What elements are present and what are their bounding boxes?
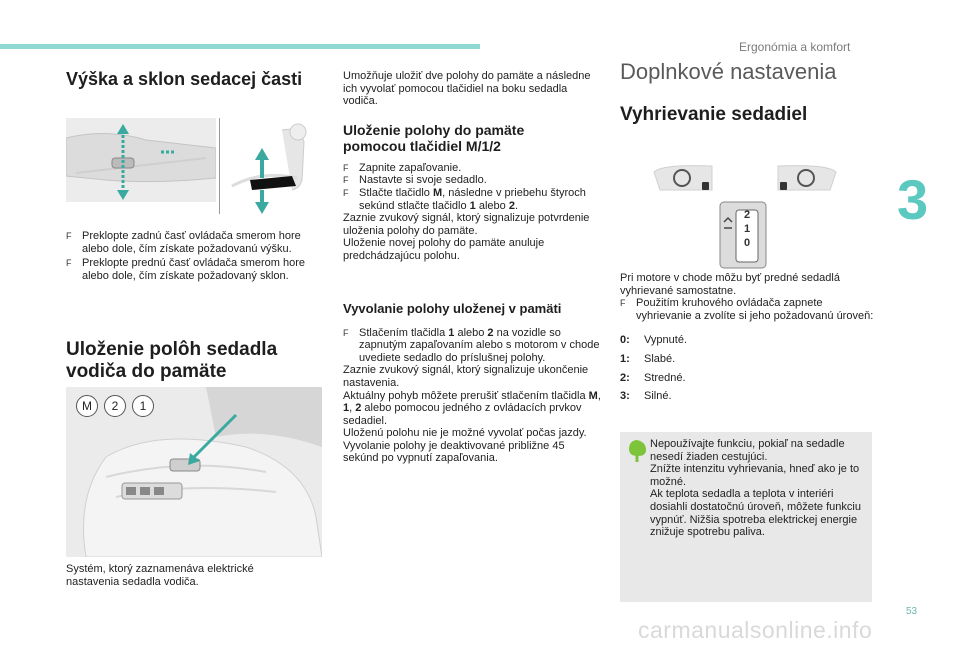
level-label: Slabé. [644, 352, 676, 365]
text-run-bold: M [432, 186, 443, 199]
seat-tilt-illustration [222, 120, 322, 214]
seat-heating-illustration [652, 160, 838, 270]
memory-title [66, 339, 328, 383]
text-run: na vozidle so zapnutým zapaľovaním alebo s motorom v chode uvediete sedadlo do príslušnej polohy. [359, 326, 600, 364]
save-steps [343, 162, 601, 212]
bullet-icon: F [343, 187, 349, 198]
watermark: carmanualsonline.info [638, 617, 873, 643]
text-run: Stlačením tlačidla [359, 326, 449, 339]
bullet-item [343, 174, 601, 187]
text-run: . [514, 199, 519, 212]
save-title-line2: pomocou tlačidiel M/1/2 [343, 137, 501, 154]
dial-label: 2 [743, 209, 751, 221]
level-label: Silné. [644, 390, 672, 403]
level-key: 1: [620, 352, 630, 365]
column-2 [343, 70, 601, 465]
save-para1: Zaznie zvukový signál, ktorý signalizuje potvrdenie uloženia polohy do pamäte. [343, 212, 590, 237]
level-key: 2: [620, 371, 630, 384]
bullet-icon: F [66, 231, 72, 241]
bullet-icon: F [343, 327, 349, 338]
seat-control-illustration [66, 118, 216, 202]
text-run-bold: 1 [343, 402, 350, 415]
text-run-bold: 1 [469, 199, 476, 212]
memory-section [66, 339, 328, 383]
text-run: alebo pomocou jedného z ovládacích prvkov sedadiel. [343, 402, 582, 427]
save-para2: Uloženie novej polohy do pamäte anuluje predchádzajúcu polohu. [343, 237, 545, 262]
seat-height-title: Výška a sklon sedacej časti [66, 69, 303, 89]
heating-text [620, 272, 874, 409]
memory-intro: Umožňuje uložiť dve polohy do pamäte a následne ich vyvolať pomocou tlačidiel na boku sedadla vodiča. [343, 70, 591, 108]
text-run: alebo [454, 326, 488, 339]
bullet-icon: F [66, 258, 72, 269]
page-number: 53 [906, 606, 918, 617]
eco-leaf-icon [626, 438, 648, 462]
bullet-item [343, 162, 601, 175]
note-line: Ak teplota sedadla a teplota v interiéri dosiahli dostatočnú úroveň, môžete funkciu vypnúť. Nižšia spotreba elektrickej energie znižuje spotrebu paliva. [650, 488, 861, 539]
bullet-text: Preklopte prednú časť ovládača smerom hore alebo dole, čím získate požadovaný sklon. [82, 257, 306, 282]
memory-title-line2: vodiča do pamäte [66, 361, 227, 382]
recall-para1: Zaznie zvukový signál, ktorý signalizuje ukončenie nastavenia. [343, 364, 589, 389]
dial-label: 1 [743, 223, 751, 235]
seat-control-drawing [66, 118, 216, 202]
recall-para3: Uloženú polohu nie je možné vyvolať počas jazdy. [343, 427, 587, 440]
text-run: alebo [475, 199, 509, 212]
level-label: Stredné. [644, 371, 686, 384]
seat-memory-illustration [66, 387, 322, 557]
button-m-icon: M [76, 395, 98, 417]
bullet-text [359, 327, 601, 365]
text-run-bold: 2 [355, 402, 362, 415]
text-run: Stlačte tlačidlo [359, 186, 433, 199]
seat-height-bullets [66, 230, 328, 282]
text-run-bold: 2 [487, 326, 494, 339]
caption-line1: Systém, ktorý zaznamenáva elektrické [66, 563, 254, 575]
text-run: , [349, 402, 356, 415]
bullet-icon: F [620, 298, 626, 309]
seat-tilt-drawing [222, 120, 322, 214]
recall-title: Vyvolanie polohy uloženej v pamäti [343, 300, 562, 316]
level-item [620, 390, 874, 403]
note-line: Nepoužívajte funkciu, pokiaľ na sedadle nesedí žiaden cestujúci. [650, 438, 845, 463]
save-title-line1: Uloženie polohy do pamäte [343, 121, 525, 138]
note-line: Znížte intenzitu vyhrievania, hneď ako je to možné. [650, 463, 860, 488]
level-item [620, 353, 874, 366]
image-divider [219, 118, 220, 214]
level-item [620, 334, 874, 347]
bullet-icon: F [343, 162, 349, 173]
image-caption [66, 563, 328, 588]
text-run-bold: M [588, 389, 598, 402]
heating-dial-labels [738, 208, 756, 250]
recall-para4: Vyvolanie polohy je deaktivované približne 45 sekúnd po vypnutí zapaľovania. [343, 439, 565, 465]
caption-line2: nastavenia sedadla vodiča. [66, 575, 199, 588]
header-accent-bar [0, 44, 480, 49]
column-3 [620, 59, 874, 126]
text-run-bold: 1 [448, 326, 455, 339]
seat-heating-title: Vyhrievanie sedadiel [620, 103, 808, 125]
bullet-text: Zapnite zapaľovanie. [359, 161, 462, 174]
recall-para2 [343, 390, 601, 428]
button-1-icon: 1 [132, 395, 154, 417]
column-1 [66, 68, 328, 90]
bullet-text: Preklopte zadnú časť ovládača smerom hore alebo dole, čím získate požadovanú výšku. [82, 230, 301, 255]
section-header: Ergonómia a komfort [739, 40, 851, 54]
bullet-text: Nastavte si svoje sedadlo. [359, 174, 487, 187]
chapter-number: 3 [897, 168, 929, 231]
button-2-icon: 2 [104, 395, 126, 417]
bullet-item [66, 230, 328, 255]
bullet-item [620, 297, 874, 322]
memory-title-line1: Uloženie polôh sedadla [66, 339, 278, 360]
dial-label: 0 [743, 237, 751, 249]
text-run: , [597, 389, 601, 402]
bullet-item [343, 187, 601, 212]
eco-note-box [620, 432, 872, 602]
heating-intro: Pri motore v chode môžu byť predné sedadlá vyhrievané samostatne. [620, 272, 840, 297]
text-run: , následne v priebehu štyroch sekúnd stlačte tlačidlo [359, 186, 586, 212]
additional-settings-title: Doplnkové nastavenia [620, 59, 837, 84]
level-label: Vypnuté. [644, 334, 688, 347]
recall-steps [343, 327, 601, 365]
bullet-icon: F [343, 175, 349, 186]
level-item [620, 372, 874, 385]
level-key: 3: [620, 390, 630, 403]
memory-button-legend [76, 395, 154, 417]
save-title [343, 122, 601, 154]
text-run-bold: 2 [508, 199, 515, 212]
bullet-item [343, 327, 601, 365]
level-key: 0: [620, 334, 630, 347]
bullet-item [66, 257, 328, 282]
bullet-text [359, 187, 601, 212]
heating-levels [620, 334, 874, 402]
eco-note-text [650, 438, 868, 539]
bullet-text: Použitím kruhového ovládača zapnete vyhrievanie a zvolíte si jeho požadovanú úroveň: [636, 297, 874, 322]
text-run: Aktuálny pohyb môžete prerušiť stlačením tlačidla [343, 389, 589, 402]
